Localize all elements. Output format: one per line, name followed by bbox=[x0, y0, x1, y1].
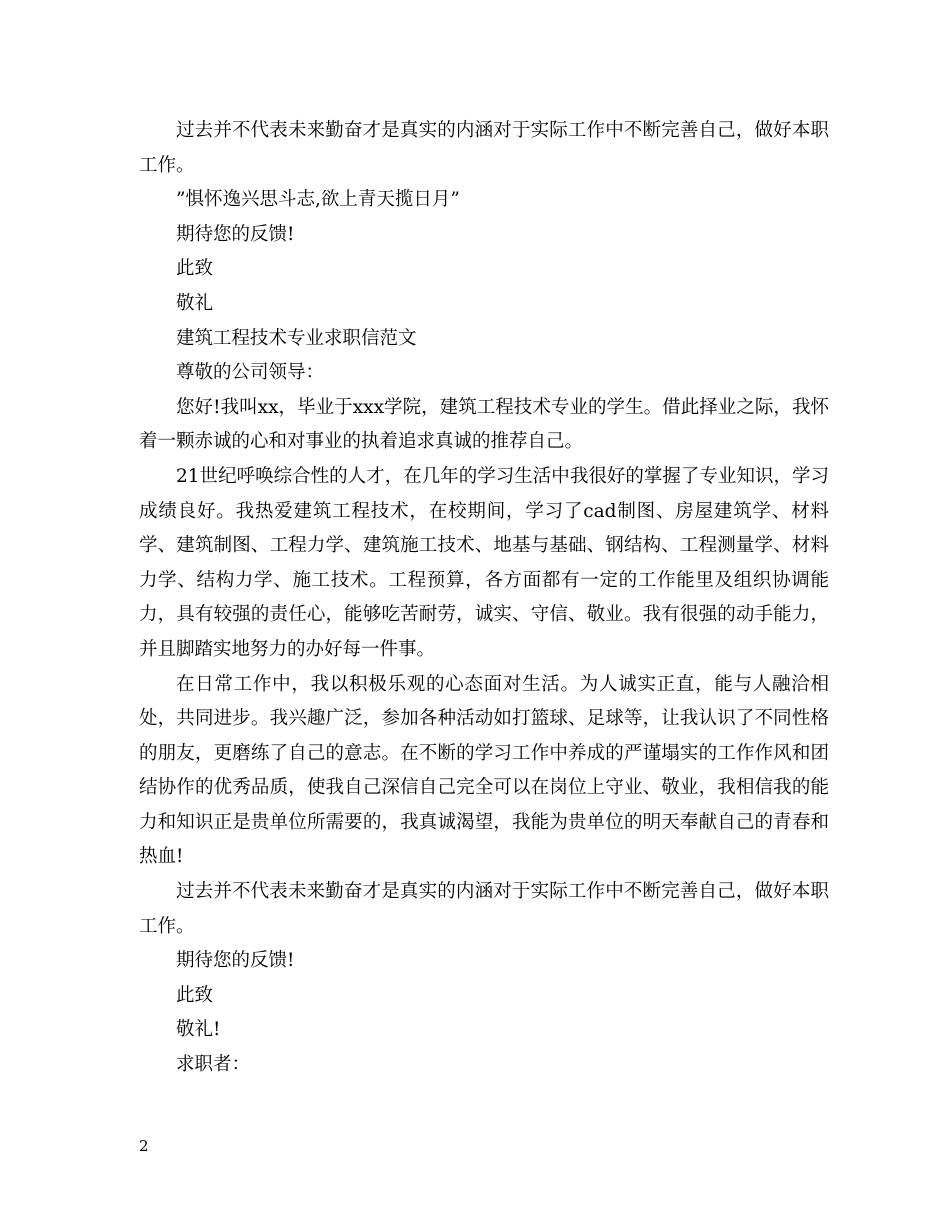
paragraph: 期待您的反馈! bbox=[176, 950, 295, 972]
paragraph: 过去并不代表未来勤奋才是真实的内涵对于实际工作中不断完善自己，做好本职工作。 bbox=[139, 881, 829, 937]
paragraph: 敬礼 bbox=[176, 292, 214, 314]
page-number: 2 bbox=[139, 1137, 149, 1155]
paragraph: 21世纪呼唤综合性的人才，在几年的学习生活中我很好的掌握了专业知识，学习成绩良好。我热爱建筑工程技术，在校期间，学习了cad制图、房屋建筑学、材料学、建筑制图、工程力学、建筑施工技术、地基与基础、钢结构、工程测量学、材料力学、结构力学、施工技术。工程预算，各方面都有一定的工作能里及组织协调能力，具有较强的责任心，能够吃苦耐劳，诚实、守信、敬业。我有很强的动手能力，并且脚踏实地努力的办好每一件事。 bbox=[139, 465, 829, 660]
letter-title: 建筑工程技术专业求职信范文 bbox=[176, 327, 417, 349]
paragraph: 此致 bbox=[176, 258, 214, 280]
paragraph: 在日常工作中，我以积极乐观的心态面对生活。为人诚实正直，能与人融洽相处，共同进步。我兴趣广泛，参加各种活动如打篮球、足球等，让我认识了不同性格的朋友，更磨练了自己的意志。在不断的学习工作中养成的严谨塌实的工作作风和团结协作的优秀品质，使我自己深信自己完全可以在岗位上守业、敬业，我相信我的能力和知识正是贵单位所需要的，我真诚渴望，我能为贵单位的明天奉献自己的青春和热血! bbox=[139, 673, 829, 868]
paragraph: 过去并不代表未来勤奋才是真实的内涵对于实际工作中不断完善自己，做好本职工作。 bbox=[139, 120, 829, 176]
paragraph: 此致 bbox=[176, 984, 214, 1006]
salutation: 尊敬的公司领导： bbox=[176, 362, 325, 384]
paragraph: 您好!我叫xx，毕业于xxx学院，建筑工程技术专业的学生。借此择业之际，我怀着一颗赤诚的心和对事业的执着追求真诚的推荐自己。 bbox=[139, 396, 829, 453]
signature-line: 求职者： bbox=[176, 1054, 251, 1076]
paragraph: 期待您的反馈! bbox=[176, 223, 295, 245]
paragraph: 敬礼! bbox=[176, 1019, 221, 1041]
document-body bbox=[139, 114, 829, 1083]
paragraph: ”惧怀逸兴思斗志,欲上青天揽日月” bbox=[176, 189, 460, 211]
